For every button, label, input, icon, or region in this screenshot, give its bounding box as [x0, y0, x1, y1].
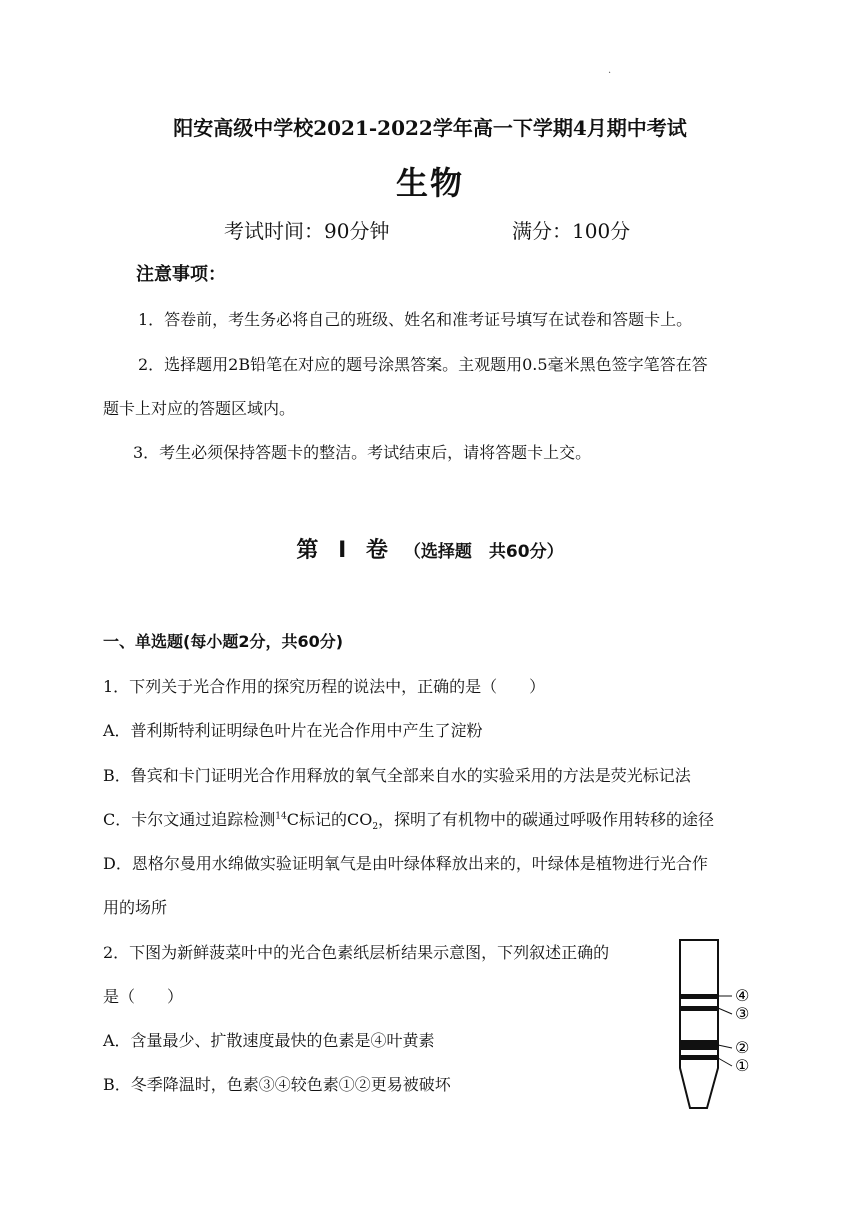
section-heading [0, 533, 860, 564]
pigment-band-1 [680, 1055, 718, 1060]
figure-label-1: ① [735, 1056, 750, 1075]
q1-option-d-cont: 用的场所 [103, 898, 168, 917]
q1-c-post: ，探明了有机物中的碳通过呼吸作用转移的途径 [378, 810, 715, 829]
chromatography-figure [660, 938, 780, 1113]
notice-item-3: 3．考生必须保持答题卡的整洁。考试结束后，请将答题卡上交。 [133, 443, 592, 462]
section-subtitle: （选择题 共60分） [403, 542, 564, 562]
figure-label-4: ④ [735, 986, 750, 1005]
notice-item-2-cont: 题卡上对应的答题区域内。 [103, 399, 296, 418]
exam-title: 阳安高级中学校2021-2022学年高一下学期4月期中考试 [173, 116, 687, 140]
pigment-band-3 [680, 1006, 718, 1011]
q2-stem-cont: 是（ ） [103, 987, 184, 1006]
leader-line-3 [718, 1008, 732, 1014]
figure-label-3: ③ [735, 1004, 750, 1023]
subject-title: 生物 [395, 164, 464, 202]
pigment-band-2 [680, 1040, 718, 1050]
pigment-band-4 [680, 994, 718, 999]
leader-line-1 [718, 1058, 732, 1066]
exam-time: 考试时间：90分钟 [224, 219, 390, 243]
notice-heading: 注意事项： [136, 264, 226, 285]
q1-c-sub: 2 [372, 822, 379, 833]
q1-option-b: B．鲁宾和卡门证明光合作用释放的氧气全部来自水的实验采用的方法是荧光标记法 [103, 766, 691, 785]
q1-stem: 1．下列关于光合作用的探究历程的说法中，正确的是（ ） [103, 677, 546, 696]
leader-line-2 [718, 1045, 732, 1048]
q1-c-pre: C．卡尔文通过追踪检测 [103, 810, 276, 829]
q1-c-sup: 14 [275, 811, 287, 822]
full-score: 满分：100分 [512, 219, 631, 243]
part-heading: 一、单选题(每小题2分，共60分) [103, 632, 344, 651]
notice-item-1: 1．答卷前，考生务必将自己的班级、姓名和准考证号填写在试卷和答题卡上。 [138, 310, 693, 329]
q1-option-c [103, 807, 714, 832]
figure-label-2: ② [735, 1038, 750, 1057]
paper-strip-outline [680, 940, 718, 1108]
q2-option-b: B．冬季降温时，色素③④较色素①②更易被破坏 [103, 1075, 451, 1094]
corner-dot: · [608, 68, 612, 79]
q1-option-d: D．恩格尔曼用水绵做实验证明氧气是由叶绿体释放出来的，叶绿体是植物进行光合作 [103, 854, 708, 873]
section-title: 第 Ⅰ 卷 [296, 538, 394, 563]
notice-item-2: 2．选择题用2B铅笔在对应的题号涂黑答案。主观题用0.5毫米黑色签字笔答在答 [138, 355, 708, 374]
q2-option-a: A．含量最少、扩散速度最快的色素是④叶黄素 [103, 1031, 435, 1050]
q1-c-mid: C标记的CO [286, 810, 373, 829]
q1-option-a: A．普利斯特利证明绿色叶片在光合作用中产生了淀粉 [103, 721, 483, 740]
q2-stem: 2．下图为新鲜菠菜叶中的光合色素纸层析结果示意图，下列叙述正确的 [103, 943, 610, 962]
